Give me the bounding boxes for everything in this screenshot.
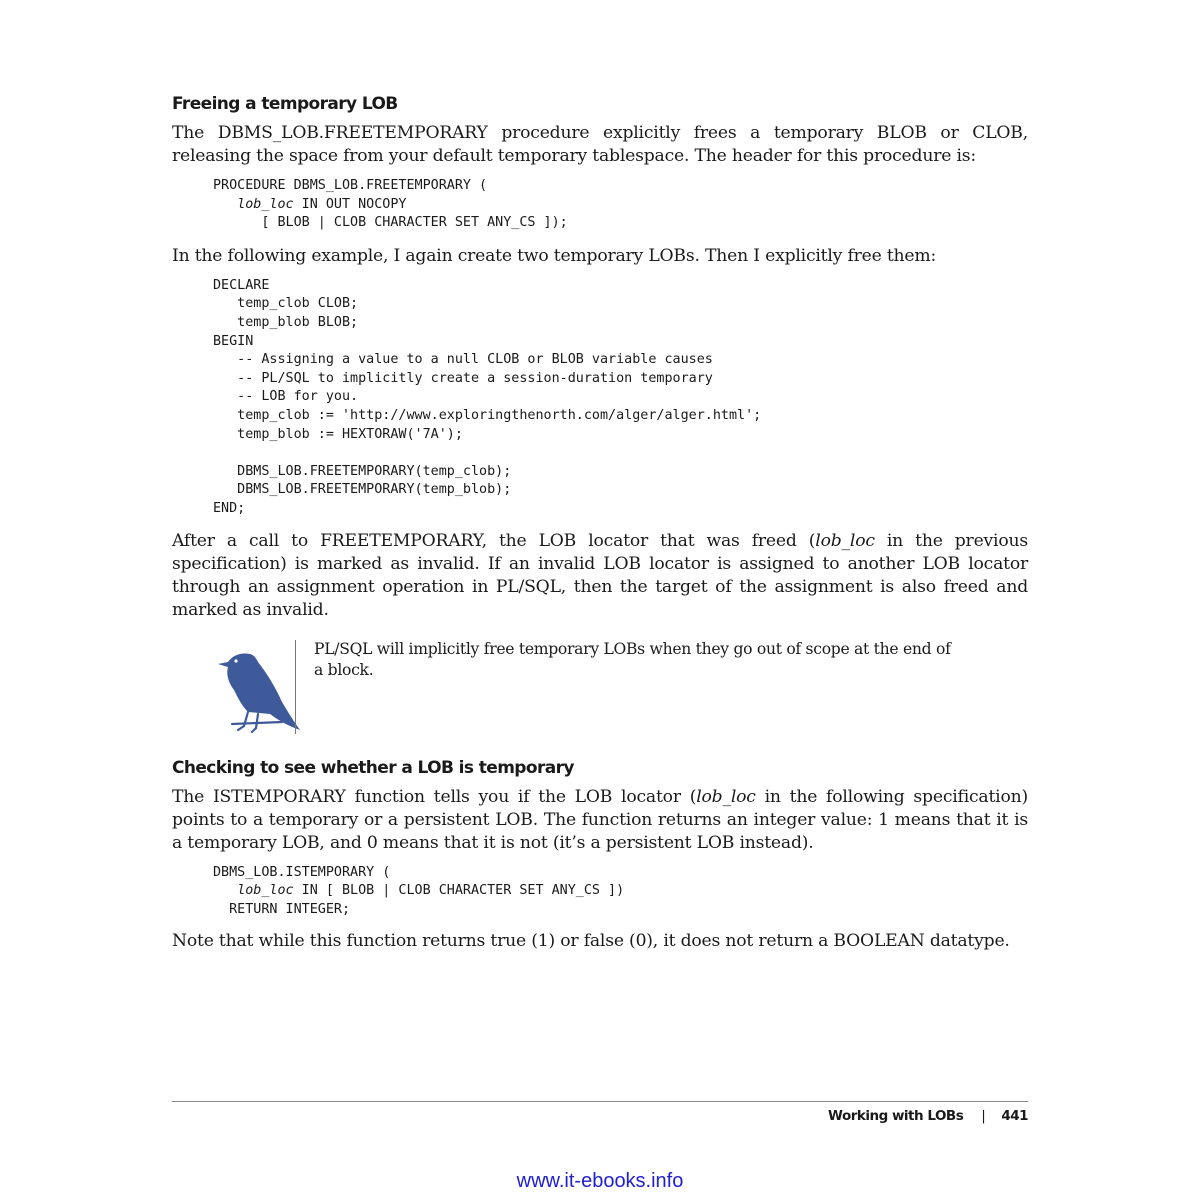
footer-divider — [172, 1101, 1028, 1102]
footer-page-number: 441 — [1001, 1108, 1028, 1124]
watermark-link[interactable]: www.it-ebooks.info — [516, 1170, 684, 1192]
bird-note-icon — [212, 642, 308, 738]
paragraph-boolean-note: Note that while this function returns true (1) or false (0), it does not return a BOOLEAN datatype. — [172, 931, 1010, 952]
footer-chapter-title: Working with LOBs — [828, 1108, 964, 1124]
code-line: IN OUT NOCOPY — [293, 196, 407, 212]
paragraph-example-intro: In the following example, I again create two temporary LOBs. Then I explicitly free them: — [172, 245, 937, 266]
note-divider — [295, 640, 296, 734]
paragraph-after-freetemporary: After a call to FREETEMPORARY, the LOB locator that was freed (lob_loc in the previous specification) is marked as invalid. If an invalid LOB locator is assigned to another LOB locator through an assignment operation in PL/SQL, then the target of the assignment is also freed and marked as invalid. — [172, 530, 1028, 620]
footer-separator: | — [981, 1108, 986, 1124]
code-istemporary-header — [213, 864, 1028, 920]
code-line: DBMS_LOB.ISTEMPORARY ( — [213, 864, 391, 880]
code-line: RETURN INTEGER; — [213, 901, 351, 917]
note-callout — [172, 638, 1028, 758]
code-param-lob-loc: lob_loc — [237, 883, 294, 899]
page-footer — [828, 1108, 1028, 1124]
inline-code-lob-loc: lob_loc — [815, 530, 875, 551]
section-heading-checking: Checking to see whether a LOB is temporary — [172, 757, 574, 778]
page-content — [172, 94, 1028, 953]
code-line: [ BLOB | CLOB CHARACTER SET ANY_CS ]); — [213, 215, 568, 231]
inline-code-lob-loc: lob_loc — [696, 786, 756, 807]
code-example-block: DECLARE temp_clob CLOB; temp_blob BLOB; BEGIN -- Assigning a value to a null CLOB or BLOB variable causes -- PL/SQL to implicitly create a session-duration temporary -- LOB for you. temp_clob := 'http://www.exploringthenorth.com/alger/alger.html'; temp_blob := HEXTORAW('7A'); DBMS_LOB.FREETEMPORARY(temp_clob); DBMS_LOB.FREETEMPORARY(temp_blob); END; — [213, 277, 762, 516]
paragraph-freetemporary-intro: The DBMS_LOB.FREETEMPORARY procedure explicitly frees a temporary BLOB or CLOB, releasing the space from your default temporary tablespace. The header for this procedure is: — [172, 123, 1028, 166]
code-freetemporary-header — [213, 177, 1028, 233]
section-heading-freeing: Freeing a temporary LOB — [172, 94, 398, 114]
code-line: IN [ BLOB | CLOB CHARACTER SET ANY_CS ]) — [293, 883, 625, 899]
paragraph-istemporary-intro: The ISTEMPORARY function tells you if the LOB locator (lob_loc in the following specification) points to a temporary or a persistent LOB. The function returns an integer value: 1 means that it is a temporary LOB, and 0 means that it is not (it’s a persistent LOB instead). — [172, 786, 1029, 853]
note-text: PL/SQL will implicitly free temporary LOBs when they go out of scope at the end of a block. — [314, 639, 951, 679]
code-line: PROCEDURE DBMS_LOB.FREETEMPORARY ( — [213, 178, 488, 193]
code-param-lob-loc: lob_loc — [237, 196, 294, 212]
